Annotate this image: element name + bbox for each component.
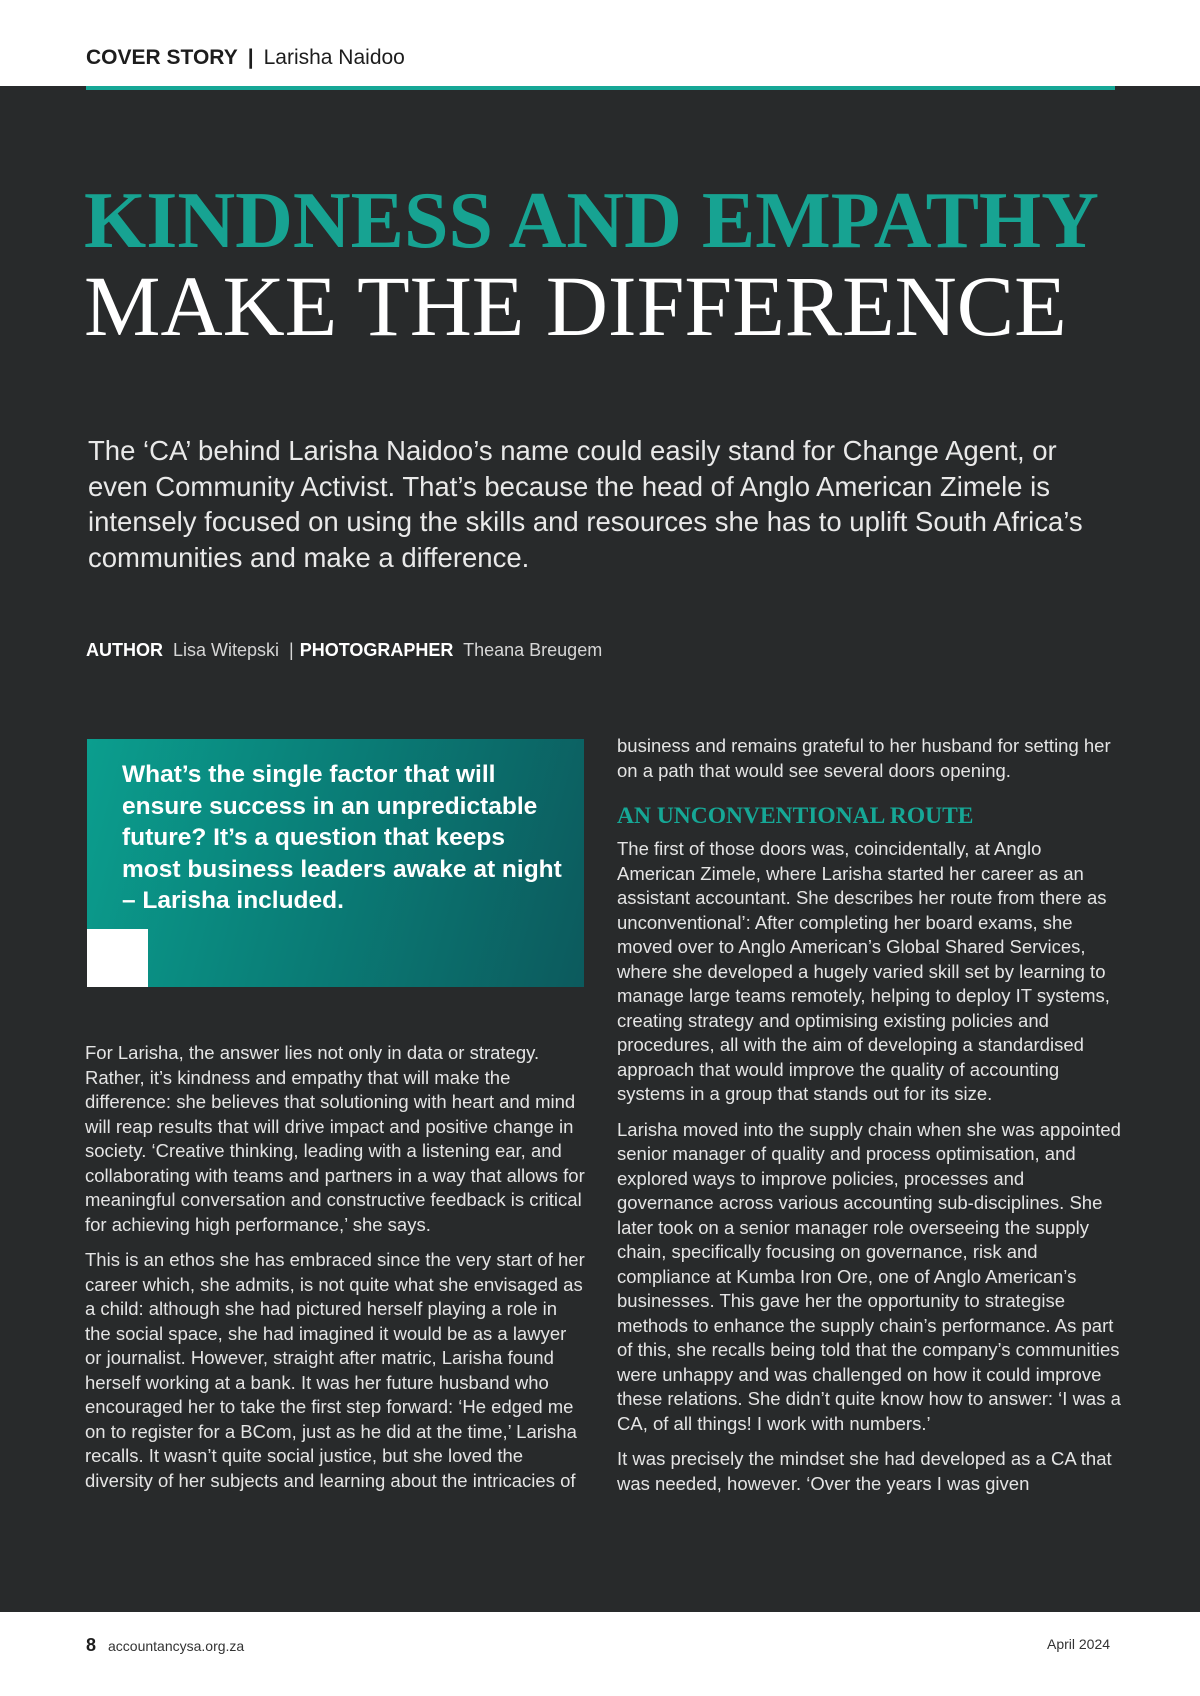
- author-name: Lisa Witepski: [173, 640, 280, 660]
- header-separator: |: [247, 46, 254, 69]
- teal-rule: [86, 86, 1115, 90]
- subheading: AN UNCONVENTIONAL ROUTE: [617, 803, 974, 829]
- body-paragraph: It was precisely the mindset she had developed as a CA that was needed, however. ‘Over the years I was given: [617, 1448, 1112, 1494]
- credits: [86, 640, 602, 661]
- body-paragraph: This is an ethos she has embraced since the very start of her career which, she admits, is not quite what she envisaged as a child: although she had pictured herself playing a role in the social space, she had imagined it would be as a lawyer or journalist. However, straight after matric, Larisha found herself working at a bank. It was her future husband who encouraged her to take the first step forward: ‘He edged me on to register for a BCom, just as he did at the time,’ Larisha recalls. It wasn’t quite social justice, but she loved the diversity of her subjects and learning about the intricacies of: [85, 1249, 585, 1491]
- photographer-name: Theana Breugem: [463, 640, 603, 660]
- running-head: [86, 46, 405, 70]
- body-column-right: [617, 734, 1122, 1507]
- standfirst: The ‘CA’ behind Larisha Naidoo’s name could easily stand for Change Agent, or even Community Activist. That’s because the head of Anglo American Zimele is intensely focused on using the skills and resources she has to uplift South Africa’s communities and make a difference.: [88, 435, 1083, 573]
- photographer-label: PHOTOGRAPHER: [299, 640, 454, 660]
- body-paragraph: Larisha moved into the supply chain when she was appointed senior manager of quality and process optimisation, and explored ways to improve policies, processes and governance across various accounting sub-disciplines. She later took on a senior manager role overseeing the supply chain, specifically focusing on governance, risk and compliance at Kumba Iron Ore, one of Anglo American’s businesses. This gave her the opportunity to strategise methods to enhance the supply chain’s performance. As part of this, she recalls being told that the company’s communities were unhappy and was challenged on how it could improve these relations. She didn’t quite know how to answer: ‘I was a CA, of all things! I work with numbers.’: [617, 1118, 1121, 1434]
- credits-separator: |: [289, 640, 294, 660]
- header-subject: Larisha Naidoo: [263, 46, 405, 69]
- body-paragraph: The first of those doors was, coincidentally, at Anglo American Zimele, where Larisha started her career as an assistant accountant. She describes her route from there as unconventional’: After completing her board exams, she moved over to Anglo American’s Global Shared Services, where she developed a hugely varied skill set by learning to manage large teams remotely, helping to deploy IT systems, creating strategy and optimising existing policies and procedures, all with the aim of developing a standardised approach that would improve the quality of accounting systems in a group that stands out for its size.: [617, 838, 1110, 1104]
- author-label: AUTHOR: [86, 640, 163, 660]
- body-paragraph: business and remains grateful to her husband for setting her on a path that would see several doors opening.: [617, 735, 1111, 781]
- body-column-left: [85, 1041, 585, 1504]
- footer-date: April 2024: [1047, 1636, 1111, 1652]
- page-number: 8: [86, 1635, 97, 1655]
- headline-line-1: KINDNESS AND EMPATHY: [84, 177, 1099, 265]
- footer-url: accountancysa.org.za: [108, 1638, 245, 1654]
- top-bar: [0, 0, 1200, 86]
- headline-line-2: MAKE THE DIFFERENCE: [84, 258, 1067, 354]
- section-label: COVER STORY: [86, 46, 238, 69]
- pull-quote-box: [87, 739, 584, 987]
- body-paragraph: For Larisha, the answer lies not only in data or strategy. Rather, it’s kindness and empathy that will make the difference: she believes that solutioning with heart and mind will reap results that will drive impact and positive change in society. ‘Creative thinking, leading with a listening ear, and collaborating with teams and partners in a way that allows for meaningful conversation and constructive feedback is critical for achieving high performance,’ she says.: [85, 1042, 585, 1235]
- pull-quote-text: What’s the single factor that will ensure success in an unpredictable future? It’s a question that keeps most business leaders awake at night – Larisha included.: [122, 761, 562, 914]
- pull-quote-square: [87, 929, 148, 987]
